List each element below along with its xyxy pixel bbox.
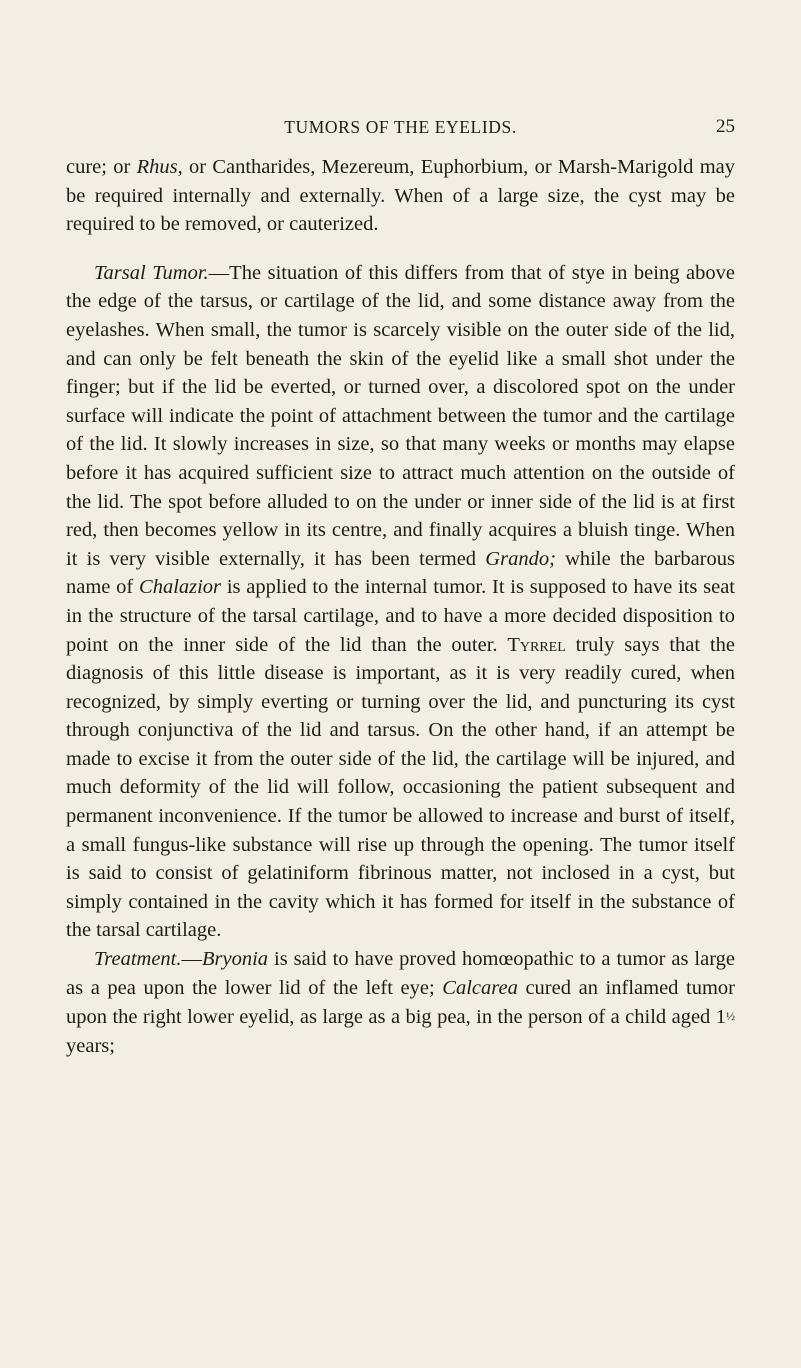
- page-header: [66, 116, 735, 138]
- page-number: 25: [716, 116, 735, 137]
- remedy-name: Calcarea: [442, 976, 518, 999]
- remedy-name: Bryonia: [202, 948, 269, 971]
- running-head: TUMORS OF THE EYELIDS.: [284, 117, 517, 137]
- term-italic: Chalazior: [139, 576, 222, 599]
- text-span: cured an inflamed tumor upon the right lower eyelid, as large as a big pea, in the person of a child aged 1: [66, 976, 735, 1029]
- paragraph-gap: [66, 239, 735, 259]
- text-span: is applied to the internal tumor. It is supposed to have its seat in the structure of the tarsal cartilage, and to have a more decided disposition to point on the inner side of the lid than the outer.: [66, 576, 735, 656]
- text-span: , or Cantharides, Mezereum, Euphorbium, or Marsh-Marigold may be required internally and externally. When of a large size, the cyst may be required to be removed, or cauterized.: [66, 156, 735, 236]
- text-span: truly says that the diagnosis of this little disease is important, as it is very readily cured, when recognized, by simply everting or turning over the lid, and puncturing its cyst through conjunctiva of the lid and tarsus. On the other hand, if an attempt be made to excise it from the outer side of the lid, the cartilage will be injured, and much deformity of the lid will follow, occasioning the patient subsequent and permanent inconvenience. If the tumor be allowed to increase and burst of itself, a small fungus-like substance will rise up through the opening. The tumor itself is said to consist of gelatiniform fibrinous matter, not inclosed in a cyst, but simply contained in the cavity which it has formed for itself in the substance of the tarsal cartilage.: [66, 633, 735, 942]
- fraction: ½: [726, 1009, 735, 1024]
- paragraph-treatment: [66, 945, 735, 1060]
- text-span: years;: [66, 1034, 115, 1057]
- remedy-name: Rhus: [136, 156, 178, 178]
- term-italic: Grando;: [485, 547, 556, 570]
- text-span: while the barbarous name of: [66, 547, 735, 599]
- text-span: cure; or: [66, 156, 137, 178]
- text-span: —: [181, 948, 203, 971]
- text-span: is said to have proved homœopathic to a tumor as large as a pea upon the lower lid of the left eye;: [66, 948, 735, 999]
- paragraph-cure: [66, 153, 735, 239]
- section-heading: Treatment.: [94, 948, 182, 971]
- section-heading: Tarsal Tumor.: [94, 261, 209, 284]
- text-span: —The situation of this differs from that of stye in being above the edge of the tarsus, or cartilage of the lid, and some distance away from the eyelashes. When small, the tumor is scarcely visible on the outer side of the lid, and can only be felt beneath the skin of the eyelid like a small shot under the finger; but if the lid be everted, or turned over, a discolored spot on the under surface will indicate the point of attachment between the tumor and the cartilage of the lid. It slowly increases in size, so that many weeks or months may elapse before it has acquired sufficient size to attract much attention on the outside of the lid. The spot before alluded to on the under or inner side of the lid is at first red, then becomes yellow in its centre, and finally acquires a bluish tinge. When it is very visible externally, it has been termed: [66, 261, 736, 570]
- paragraph-tarsal-tumor: [66, 259, 735, 945]
- author-name: Tyrrel: [507, 633, 566, 656]
- body-text: [66, 153, 735, 1060]
